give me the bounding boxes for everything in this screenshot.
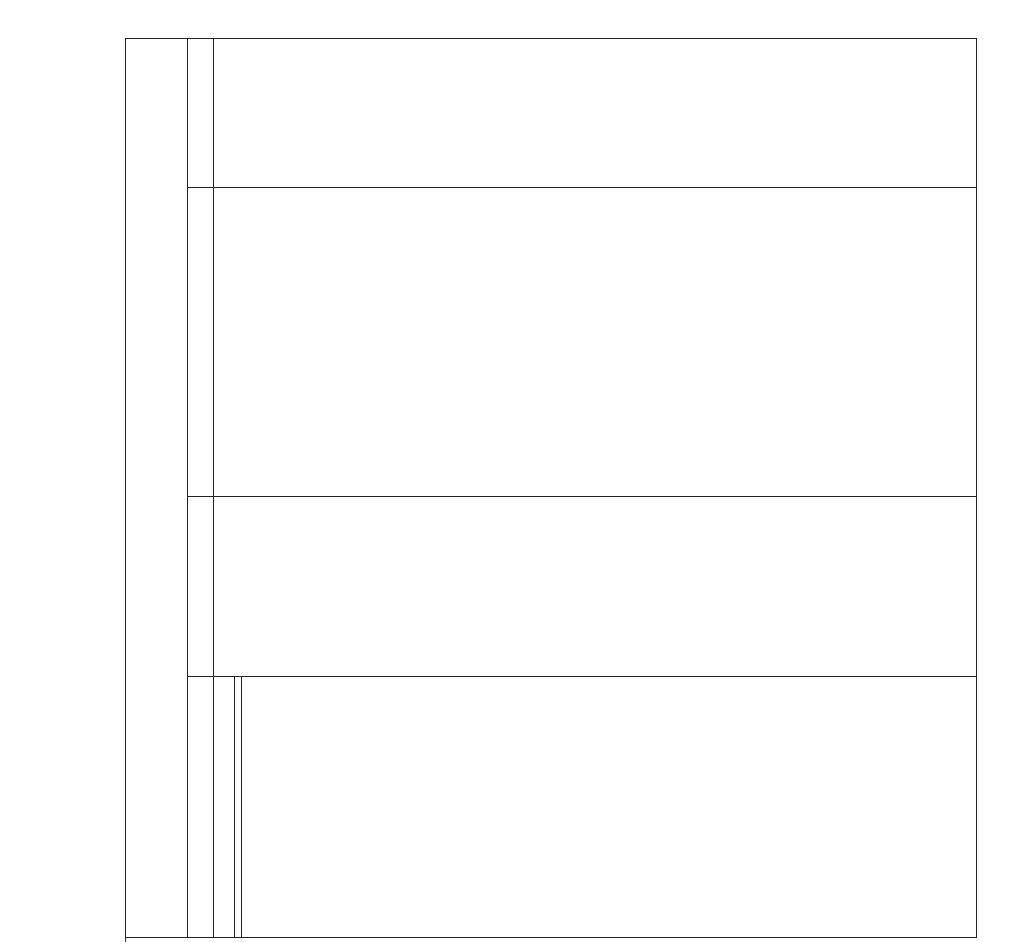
sub-header [234,677,242,937]
column-storage-materials [188,676,976,937]
column-other-materials [188,39,976,187]
footer-note [254,677,266,937]
column-header [188,39,214,187]
sub-body [242,677,254,937]
column-statutory-envelopes [188,496,976,676]
note [226,39,238,187]
column-header [188,677,214,937]
document-table [125,38,977,938]
column-body [214,39,226,187]
column-body [214,188,226,496]
column-header [188,188,214,496]
column-header [188,497,214,676]
column-non-statutory [188,187,976,496]
column-body [214,497,226,676]
table-title [126,39,188,937]
column-body [214,677,226,937]
